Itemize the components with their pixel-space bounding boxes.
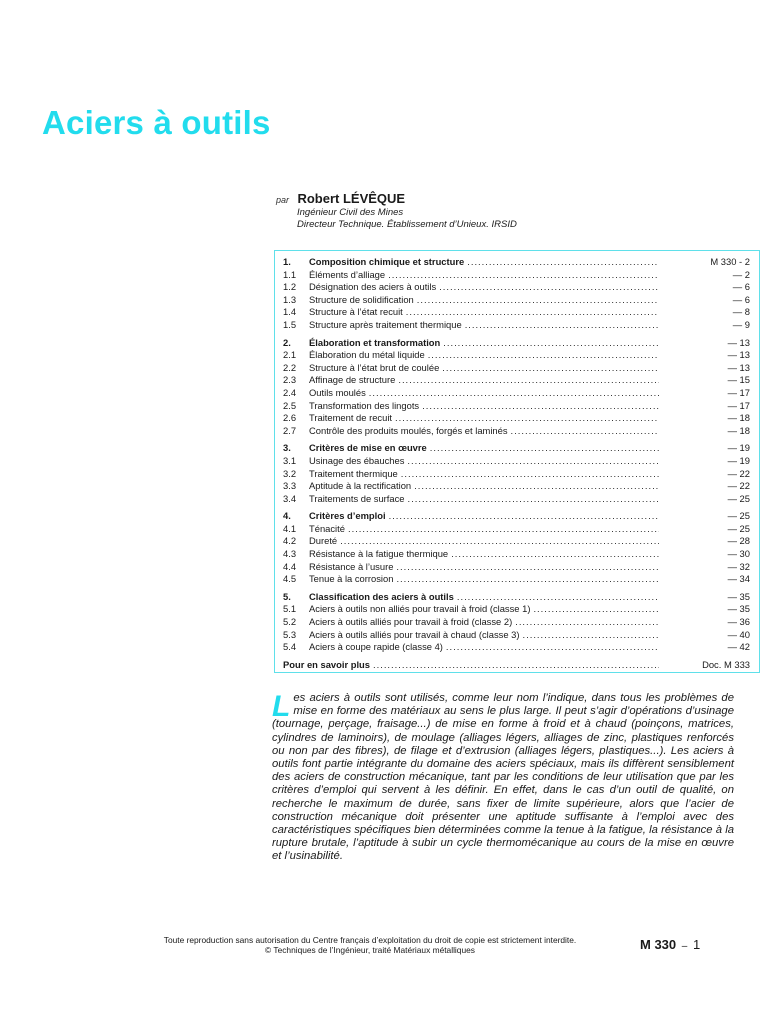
toc-entry[interactable] (283, 306, 750, 319)
toc-section (283, 442, 750, 505)
toc-label: Ténacité (309, 522, 345, 534)
toc-number: 2.6 (283, 412, 297, 424)
toc-entry[interactable] (283, 455, 750, 468)
toc-leader-dots (533, 603, 659, 616)
toc-page: — 25 (727, 510, 750, 522)
toc-number: 4. (283, 510, 291, 522)
toc-entry[interactable] (283, 641, 750, 654)
toc-section (283, 510, 750, 586)
toc-leader-dots (406, 306, 659, 319)
toc-section (283, 337, 750, 438)
toc-page: — 25 (727, 492, 750, 504)
toc-label: Transformation des lingots (309, 399, 420, 411)
toc-number: 2.3 (283, 374, 297, 386)
page-number: 1 (692, 937, 701, 952)
toc-entry[interactable] (283, 412, 750, 425)
page-separator: – (681, 941, 688, 952)
toc-entry[interactable] (283, 523, 750, 536)
toc-leader-dots (396, 573, 659, 586)
toc-entry[interactable] (283, 400, 750, 413)
toc-leader-dots (439, 281, 659, 294)
intro-text: es aciers à outils sont utilisés, comme leur nom l’indique, dans tous les problèmes de mise en forme des matériaux au sens le plus large. Il peut s’agir d’opérations d’usinage (tournage, perçage, fraisage...) de mise en forme à froid et à chaud (poinçons, matrices, cylindres de laminoirs), de moulage (alliages légers, alliages de zinc, plastiques renforcés ou non par des fibres), de filage et d’extrusion (alliages légers, plastiques...). Les aciers à outils font partie intégrante du domaine des aciers spéciaux, mais ils diffèrent sensiblement des aciers de construction mécanique, tant par les conditions de leur utilisation que par les critères d’emploi qui servent à les définir. En effet, dans le cas d’un outil de qualité, on recherche le maximum de durée, sans fixer de limite supérieure, alors que l’acier de construction mécanique doit présenter une aptitude suffisante à l’emploi avec des caractéristiques spécifiques bien déterminées comme la tenue à la fatigue, la résistance à la rupture brutale, l’aptitude à subir un cycle thermomécanique au cours de la mise en œuvre et l’usinabilité. (272, 692, 734, 863)
toc-leader-dots (422, 400, 659, 413)
toc-number: 4.3 (283, 548, 297, 560)
affiliation-line-2: Directeur Technique. Établissement d’Unieux. IRSID (297, 219, 517, 230)
toc-label: Élaboration du métal liquide (309, 349, 425, 361)
toc-label: Éléments d’alliage (309, 268, 386, 280)
toc-label: Aciers à coupe rapide (classe 4) (309, 641, 443, 653)
toc-leader-dots (417, 294, 659, 307)
toc-label: Traitement de recuit (309, 412, 393, 424)
toc-page: — 22 (727, 467, 750, 479)
toc-leader-dots (414, 480, 659, 493)
toc-leader-dots (388, 269, 659, 282)
copyright-notice (130, 935, 610, 955)
toc-section-heading[interactable] (283, 256, 750, 269)
toc-leader-dots (401, 468, 659, 481)
toc-leader-dots (467, 256, 659, 269)
toc-page: — 18 (727, 424, 750, 436)
toc-entry[interactable] (283, 548, 750, 561)
toc-entry[interactable] (283, 294, 750, 307)
toc-section-heading[interactable] (283, 591, 750, 604)
toc-number: 5.3 (283, 628, 297, 640)
toc-entry[interactable] (283, 573, 750, 586)
byline-par: par (276, 195, 290, 205)
affiliation-line-1: Ingénieur Civil des Mines (297, 207, 404, 218)
toc-section-heading[interactable] (283, 510, 750, 523)
toc-page: — 13 (727, 336, 750, 348)
copyright-line: © Techniques de l’Ingénieur, traité Matériaux métalliques (265, 945, 475, 955)
toc-entry[interactable] (283, 374, 750, 387)
drop-cap: L (272, 690, 291, 723)
toc-label: Résistance à la fatigue thermique (309, 548, 449, 560)
toc-leader-dots (389, 510, 659, 523)
toc-page: M 330 - 2 (710, 256, 750, 267)
toc-entry[interactable] (283, 349, 750, 362)
toc-number: 3. (283, 442, 291, 454)
toc-page: — 40 (727, 628, 750, 640)
toc-leader-dots (446, 641, 659, 654)
toc-page: — 6 (732, 293, 750, 305)
author-affiliation (297, 207, 517, 231)
toc-leader-dots (523, 629, 659, 642)
toc-entry[interactable] (283, 468, 750, 481)
toc-label: Affinage de structure (309, 374, 396, 386)
document-title: Aciers à outils (42, 104, 271, 141)
toc-entry[interactable] (283, 281, 750, 294)
toc-leader-dots (511, 425, 659, 438)
toc-number: 2.4 (283, 386, 297, 398)
toc-number: 3.2 (283, 467, 297, 479)
toc-number: 3.4 (283, 492, 297, 504)
toc-number: 4.4 (283, 560, 297, 572)
toc-number: 2. (283, 336, 291, 348)
toc-section (283, 256, 750, 332)
toc-number: 4.1 (283, 522, 297, 534)
toc-number: 3.1 (283, 454, 297, 466)
toc-number: 1.3 (283, 293, 297, 305)
toc-page: — 8 (732, 306, 750, 318)
toc-section-heading[interactable] (283, 337, 750, 350)
toc-entry[interactable] (283, 603, 750, 616)
toc-leader-dots (515, 616, 659, 629)
toc-label: Désignation des aciers à outils (309, 281, 437, 293)
toc-number: 3.3 (283, 480, 297, 492)
toc-label: Pour en savoir plus (283, 658, 371, 670)
toc-label: Critères d’emploi (309, 510, 386, 522)
toc-page: — 17 (727, 399, 750, 411)
toc-leader-dots (395, 412, 659, 425)
toc-leader-dots (396, 561, 659, 574)
doc-code: M 330 (640, 937, 677, 952)
table-of-contents (274, 250, 760, 673)
toc-page: — 32 (727, 560, 750, 572)
toc-leader-dots (428, 349, 659, 362)
toc-number: 5.1 (283, 603, 297, 615)
toc-leader-dots (457, 591, 659, 604)
toc-label: Structure à l’état recuit (309, 306, 403, 318)
toc-leader-dots (430, 442, 659, 455)
toc-number: 1. (283, 256, 291, 267)
toc-leader-dots (443, 337, 659, 350)
toc-page: — 6 (732, 281, 750, 293)
author-name: Robert LÉVÊQUE (297, 191, 406, 206)
toc-number: 5.2 (283, 616, 297, 628)
toc-page: — 28 (727, 535, 750, 547)
toc-label: Traitement thermique (309, 467, 398, 479)
toc-entry[interactable] (283, 387, 750, 400)
intro-paragraph (272, 692, 734, 864)
toc-entry[interactable] (283, 629, 750, 642)
toc-number: 1.5 (283, 318, 297, 330)
toc-number: 4.2 (283, 535, 297, 547)
toc-label: Usinage des ébauches (309, 454, 405, 466)
toc-page: — 42 (727, 641, 750, 653)
toc-label: Structure de solidification (309, 293, 414, 305)
toc-section-heading[interactable] (283, 442, 750, 455)
toc-page: Doc. M 333 (702, 658, 750, 670)
toc-leader-dots (408, 493, 659, 506)
toc-page: — 13 (727, 361, 750, 373)
toc-page: — 9 (732, 318, 750, 330)
toc-leader-dots (398, 374, 659, 387)
toc-page: — 36 (727, 616, 750, 628)
toc-page: — 13 (727, 349, 750, 361)
toc-label: Élaboration et transformation (309, 336, 441, 348)
toc-page: — 30 (727, 548, 750, 560)
toc-page: — 25 (727, 522, 750, 534)
toc-entry[interactable] (283, 269, 750, 282)
toc-number: 1.4 (283, 306, 297, 318)
toc-label: Composition chimique et structure (309, 256, 465, 267)
toc-leader-dots (373, 659, 659, 672)
toc-entry[interactable] (283, 493, 750, 506)
toc-leader-dots (369, 387, 659, 400)
reproduction-notice: Toute reproduction sans autorisation du Centre français d’exploitation du droit de copie est strictement interdite. (163, 935, 577, 945)
toc-label: Aciers à outils alliés pour travail à chaud (classe 3) (309, 628, 520, 640)
toc-section (283, 591, 750, 654)
toc-label: Contrôle des produits moulés, forgés et laminés (309, 424, 508, 436)
toc-number: 4.5 (283, 573, 297, 585)
toc-page: — 15 (727, 374, 750, 386)
toc-label: Aciers à outils alliés pour travail à froid (classe 2) (309, 616, 513, 628)
toc-entry[interactable] (283, 362, 750, 375)
toc-page: — 22 (727, 480, 750, 492)
toc-leader-dots (442, 362, 659, 375)
toc-label: Structure à l’état brut de coulée (309, 361, 440, 373)
toc-number: 5. (283, 590, 291, 602)
toc-leader-dots (465, 319, 659, 332)
toc-label: Aptitude à la rectification (309, 480, 412, 492)
toc-label: Outils moulés (309, 386, 366, 398)
page-marker (640, 937, 700, 952)
toc-entry[interactable] (283, 616, 750, 629)
toc-leader-dots (451, 548, 659, 561)
toc-entry[interactable] (283, 319, 750, 332)
toc-number: 2.7 (283, 424, 297, 436)
toc-further-reading[interactable] (283, 659, 750, 672)
toc-number: 2.5 (283, 399, 297, 411)
toc-label: Dureté (309, 535, 338, 547)
toc-page: — 18 (727, 412, 750, 424)
toc-page: — 35 (727, 603, 750, 615)
toc-number: 5.4 (283, 641, 297, 653)
toc-page: — 19 (727, 442, 750, 454)
toc-page: — 35 (727, 590, 750, 602)
toc-label: Traitements de surface (309, 492, 405, 504)
toc-label: Structure après traitement thermique (309, 318, 462, 330)
byline (276, 190, 405, 208)
toc-leader-dots (407, 455, 659, 468)
toc-number: 1.1 (283, 268, 297, 280)
toc-leader-dots (348, 523, 659, 536)
toc-page: — 34 (727, 573, 750, 585)
toc-number: 2.2 (283, 361, 297, 373)
toc-entry[interactable] (283, 480, 750, 493)
toc-label: Critères de mise en œuvre (309, 442, 427, 454)
toc-page: — 19 (727, 454, 750, 466)
toc-label: Aciers à outils non alliés pour travail à froid (classe 1) (309, 603, 531, 615)
toc-page: — 2 (732, 268, 750, 280)
toc-entry[interactable] (283, 425, 750, 438)
toc-label: Tenue à la corrosion (309, 573, 394, 585)
toc-leader-dots (340, 535, 659, 548)
toc-label: Classification des aciers à outils (309, 590, 454, 602)
toc-entry[interactable] (283, 535, 750, 548)
toc-number: 2.1 (283, 349, 297, 361)
toc-label: Résistance à l’usure (309, 560, 394, 572)
toc-entry[interactable] (283, 561, 750, 574)
toc-number: 1.2 (283, 281, 297, 293)
toc-page: — 17 (727, 386, 750, 398)
